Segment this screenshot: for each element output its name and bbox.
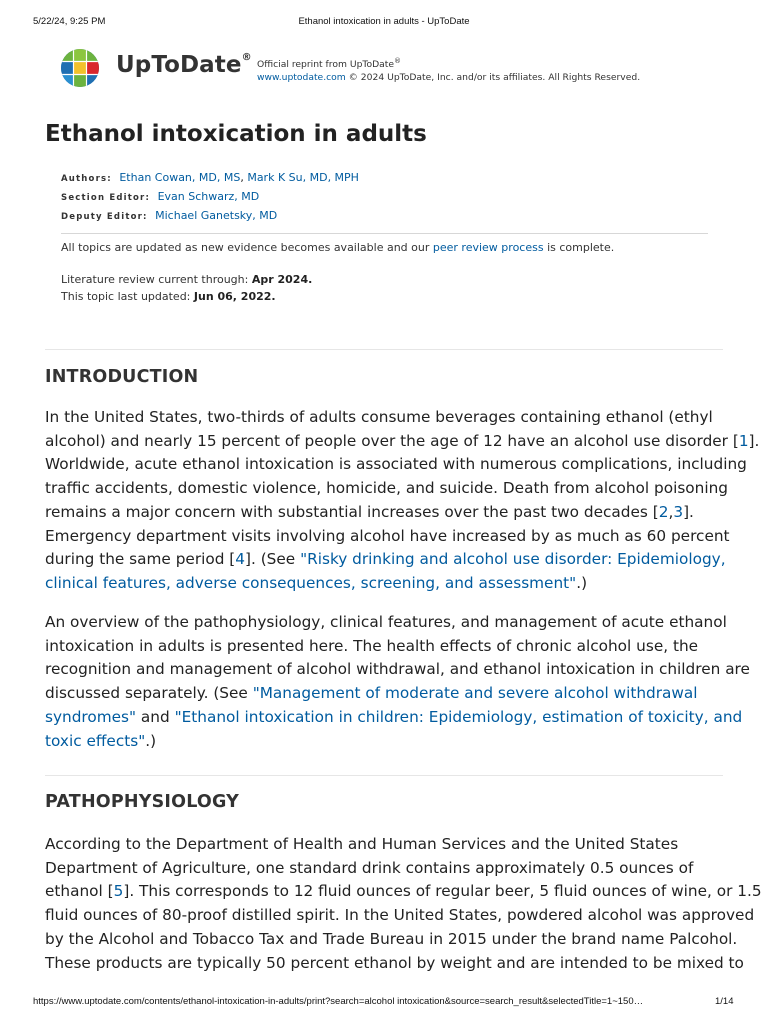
section-editor-link[interactable]: Evan Schwarz, MD [157,190,260,203]
lit-review-date: Literature review current through: Apr 2024. [61,273,313,286]
reference-link[interactable]: 2 [658,502,669,521]
topic-link-risky-drinking-cont[interactable]: clinical features, adverse consequences, screening, and assessment" [45,573,577,592]
update-dates [61,271,312,305]
review-notice: All topics are updated as new evidence becomes available and our peer review process is complete. [61,241,615,254]
article-title: Ethanol intoxication in adults [45,121,427,147]
reference-link[interactable]: 1 [738,431,749,450]
divider [45,349,723,350]
print-header [0,16,768,30]
topic-link-ethanol-children-cont[interactable]: toxic effects" [45,731,146,750]
topic-link-alcohol-withdrawal[interactable]: "Management of moderate and severe alcohol withdrawal [252,684,698,703]
brand-header [60,48,750,90]
print-url: https://www.uptodate.com/contents/ethanol-intoxication-in-adults/print?search=alcohol intoxication&source=search_result&selectedTitle=1~150… [33,996,644,1007]
intro-paragraph-2: An overview of the pathophysiology, clinical features, and management of acute ethanol intoxication in adults is presented here. The health effects of chronic alcohol use, the recognition and management of alcohol withdrawal, and ethanol intoxication in children are discussed separately. (See "Management of moderate and severe alcohol withdrawal syndromes" and "Ethanol intoxication in children: Epidemiology, estimation of toxicity, and toxic effects".) [45,613,750,750]
last-updated-date: This topic last updated: Jun 06, 2022. [61,290,276,303]
reference-link[interactable]: 3 [673,502,684,521]
deputy-editor-row [61,207,359,226]
section-heading-introduction: INTRODUCTION [45,367,199,387]
author-link-1[interactable]: Ethan Cowan, MD, MS [119,171,241,184]
section-editor-label: Section Editor: [61,193,151,203]
divider [61,233,708,234]
print-page-title: Ethanol intoxication in adults - UpToDate [298,16,470,27]
section-heading-pathophysiology: PATHOPHYSIOLOGY [45,792,240,812]
deputy-editor-link[interactable]: Michael Ganetsky, MD [155,209,278,222]
print-footer [0,996,768,1010]
topic-link-ethanol-children[interactable]: "Ethanol intoxication in children: Epidemiology, estimation of toxicity, and [174,707,743,726]
authors-row: Authors: Ethan Cowan, MD, MS, Mark K Su, MD, MPH [61,171,359,184]
reference-link[interactable]: 5 [113,882,124,901]
article-credits [61,169,359,226]
deputy-editor-label: Deputy Editor: [61,212,148,222]
divider [45,775,723,776]
reprint-notice: Official reprint from UpToDate® www.uptodate.com © 2024 UpToDate, Inc. and/or its affiliates. All Rights Reserved. [257,57,641,84]
uptodate-site-link[interactable]: www.uptodate.com [257,72,346,84]
section-editor-row [61,188,359,207]
topic-link-risky-drinking[interactable]: "Risky drinking and alcohol use disorder: Epidemiology, [300,550,726,569]
print-datetime: 5/22/24, 9:25 PM [33,16,106,27]
reprint-text: Official reprint from UpToDate [257,59,395,71]
pathophysiology-paragraph-1: According to the Department of Health and Human Services and the United States Department of Agriculture, one standard drink contains approximately 0.5 ounces of ethanol [5]. This corresponds to 12 fluid ounces of regular beer, 5 fluid ounces of wine, or 1.5 fluid ounces of 80-proof distilled spirit. In the United States, powdered alcohol was approved by the Alcohol and Tobacco Tax and Trade Bureau in 2015 under the brand name Palcohol. These products are typically 50 percent ethanol by weight and are intended to be mixed to [45,835,762,972]
reference-link[interactable]: 4 [235,550,245,569]
author-link-2[interactable]: Mark K Su, MD, MPH [247,171,359,184]
peer-review-link[interactable]: peer review process [432,241,544,254]
copyright-text: © 2024 UpToDate, Inc. and/or its affiliates. All Rights Reserved. [345,72,641,84]
intro-paragraph-1: In the United States, two-thirds of adults consume beverages containing ethanol (ethyl alcohol) and nearly 15 percent of people over the age of 12 have an alcohol use disorder [1]. Worldwide, acute ethanol intoxication is associated with numerous complications, including traffic accidents, domestic violence, homicide, and suicide. Death from alcohol poisoning remains a major concern with substantial increases over the past two decades [2,3]. Emergency department visits involving alcohol have increased by as much as 60 percent during the same period [4]. (See "Risky drinking and alcohol use disorder: Epidemiology, clinical features, adverse consequences, screening, and assessment".) [45,408,760,592]
brand-wordmark: UpToDate® [116,52,252,78]
page-number: 1/14 [715,996,734,1007]
topic-link-alcohol-withdrawal-cont[interactable]: syndromes" [45,707,137,726]
authors-label: Authors: [61,174,112,184]
uptodate-logo-icon [60,48,100,88]
